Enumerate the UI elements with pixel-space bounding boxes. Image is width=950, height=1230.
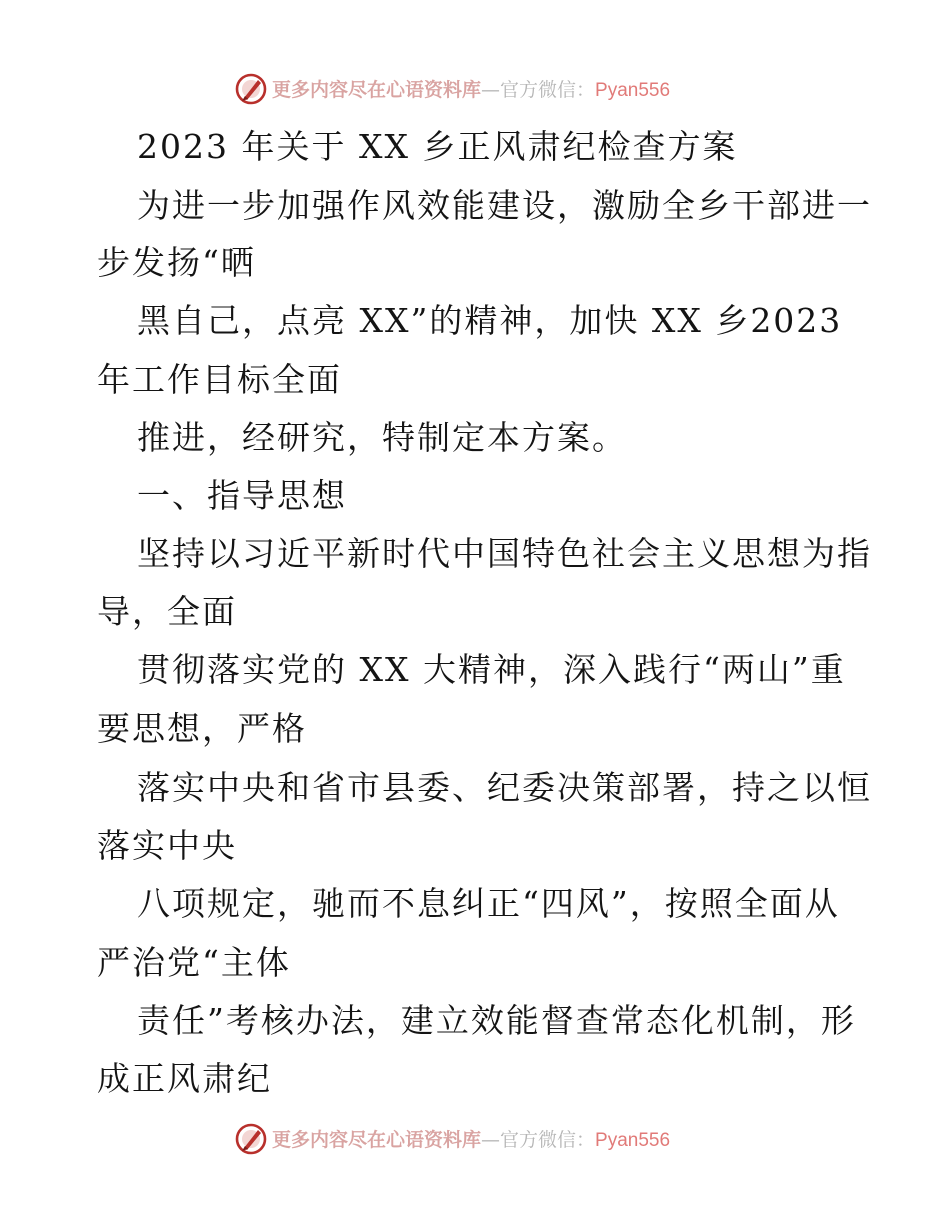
text-line: 八项规定，驰而不息纠正“四风”，按照全面从 bbox=[137, 884, 840, 923]
text-line: 严治党“主体 bbox=[97, 943, 291, 982]
pen-circle-logo-icon bbox=[234, 72, 268, 106]
watermark-sub-text: 官方微信： bbox=[500, 1129, 596, 1151]
watermark-text bbox=[272, 1128, 670, 1153]
pen-circle-logo-icon bbox=[234, 1122, 268, 1156]
watermark-main-text: 更多内容尽在心语资料库 bbox=[272, 1129, 482, 1151]
watermark-wechat-id: Pyan556 bbox=[595, 80, 671, 101]
text-line: 坚持以习近平新时代中国特色社会主义思想为指 bbox=[137, 534, 872, 573]
watermark-separator: — bbox=[481, 1129, 501, 1151]
watermark-wechat-id: Pyan556 bbox=[595, 1130, 671, 1151]
text-line: 落实中央 bbox=[97, 826, 237, 865]
text-line: 要思想，严格 bbox=[97, 709, 307, 748]
watermark-sub-text: 官方微信： bbox=[500, 79, 596, 101]
text-line: 成正风肃纪 bbox=[97, 1059, 272, 1098]
text-line: 责任”考核办法，建立效能督查常态化机制，形 bbox=[137, 1001, 856, 1040]
watermark-banner-top bbox=[0, 70, 950, 110]
text-line: 黑自己，点亮 XX”的精神，加快 XX 乡2023 bbox=[137, 301, 843, 340]
section-heading: 一、指导思想 bbox=[137, 476, 347, 515]
watermark-banner-bottom bbox=[0, 1120, 950, 1160]
text-line: 年工作目标全面 bbox=[97, 360, 342, 399]
watermark-main-text: 更多内容尽在心语资料库 bbox=[272, 79, 482, 101]
text-line: 为进一步加强作风效能建设，激励全乡干部进一 bbox=[137, 186, 872, 225]
text-line: 贯彻落实党的 XX 大精神，深入践行“两山”重 bbox=[137, 650, 846, 689]
document-title: 2023 年关于 XX 乡正风肃纪检查方案 bbox=[137, 127, 738, 166]
text-line: 步发扬“晒 bbox=[97, 243, 256, 282]
watermark-text bbox=[272, 78, 670, 103]
text-line: 推进，经研究，特制定本方案。 bbox=[137, 418, 627, 457]
watermark-separator: — bbox=[481, 79, 501, 101]
text-line: 导，全面 bbox=[97, 592, 237, 631]
text-line: 落实中央和省市县委、纪委决策部署，持之以恒 bbox=[137, 768, 872, 807]
